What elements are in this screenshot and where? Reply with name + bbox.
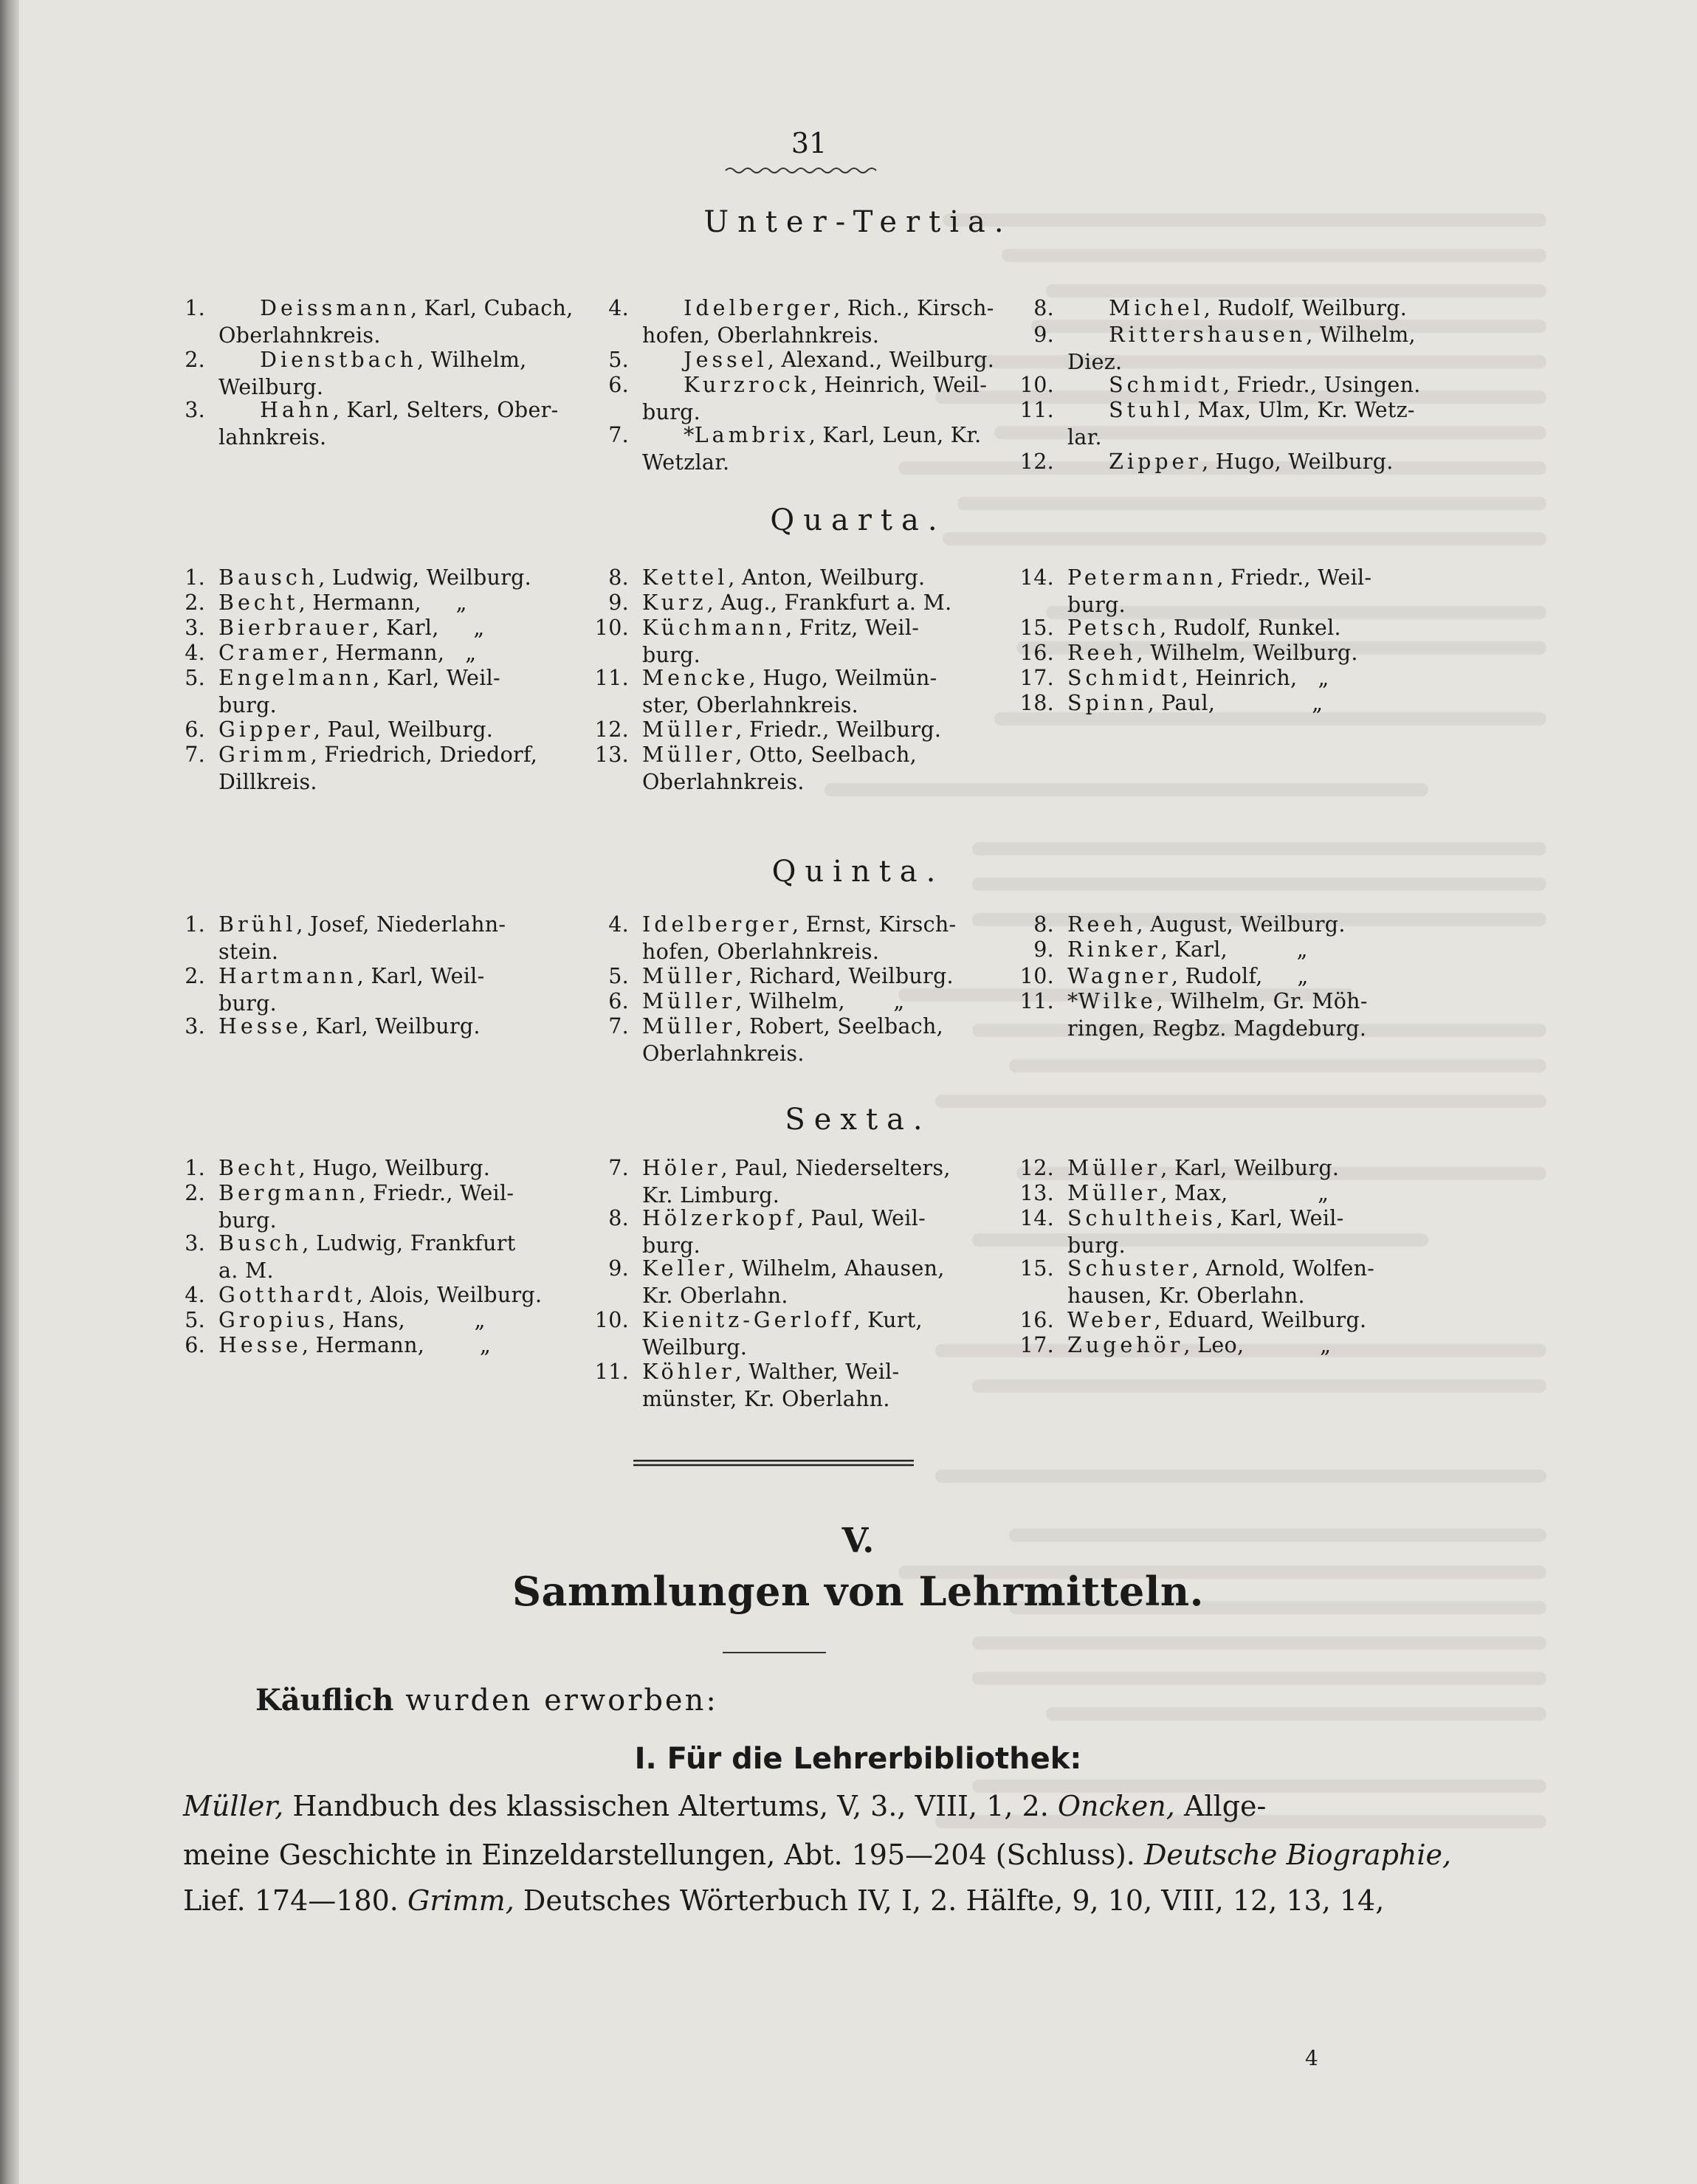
list-entry bbox=[185, 369, 559, 478]
entry-line: Schmidt, Friedr., Usingen. bbox=[1109, 373, 1421, 397]
book-spine-shadow bbox=[0, 0, 19, 2184]
paragraph-segment: Deutsche Biographie, bbox=[1143, 1839, 1452, 1871]
entry-line: Bergmann, Friedr., Weil- bbox=[218, 1181, 514, 1205]
entry-number: 1. bbox=[185, 296, 205, 320]
entry-line: Bausch, Ludwig, Weilburg. bbox=[218, 565, 532, 590]
entry-number: 8. bbox=[1033, 912, 1054, 937]
entry-number: 10. bbox=[1019, 964, 1054, 988]
entry-number: 17. bbox=[1019, 666, 1054, 690]
list-entry bbox=[608, 962, 954, 990]
list-entry bbox=[1019, 1255, 1375, 1309]
entry-number: 14. bbox=[1019, 565, 1054, 590]
entry-line: Becht, Hugo, Weilburg. bbox=[218, 1156, 491, 1180]
paragraph-line bbox=[183, 1785, 1416, 1828]
entry-line: Keller, Wilhelm, Ahausen, bbox=[642, 1256, 945, 1281]
entry-number: 10. bbox=[594, 616, 629, 640]
list-entry bbox=[608, 1013, 943, 1067]
list-entry bbox=[1019, 421, 1394, 503]
entry-line: Idelberger, Ernst, Kirsch- bbox=[642, 912, 957, 937]
section-title-quinta: Quinta. bbox=[771, 855, 945, 889]
entry-number: 13. bbox=[1019, 1181, 1054, 1205]
page-number: 31 bbox=[791, 127, 827, 159]
list-entry bbox=[608, 394, 982, 503]
entry-line: *Wilke, Wilhelm, Gr. Möh- bbox=[1067, 989, 1368, 1013]
list-entry bbox=[185, 614, 485, 641]
section-title-unter-tertia: Unter-Tertia. bbox=[703, 205, 1013, 239]
section-divider-ornament bbox=[633, 1457, 914, 1469]
entry-line: burg. bbox=[218, 991, 278, 1016]
list-entry bbox=[185, 1179, 514, 1234]
list-entry bbox=[608, 911, 957, 965]
paragraph-segment: meine Geschichte in Einzeldarstellungen, Abt. 195—204 (Schluss). bbox=[183, 1839, 1144, 1871]
list-entry bbox=[594, 716, 942, 743]
list-entry bbox=[1033, 911, 1346, 938]
acquisition-bold: Käuflich bbox=[255, 1683, 394, 1718]
entry-line: Cramer, Hermann, „ bbox=[218, 641, 477, 665]
entry-line: Dillkreis. bbox=[218, 770, 317, 794]
list-entry bbox=[594, 1358, 900, 1413]
entry-line: Dienstbach, Wilhelm, bbox=[260, 348, 527, 372]
list-entry bbox=[185, 1013, 481, 1040]
list-entry bbox=[608, 1205, 926, 1259]
entry-line: Weilburg. bbox=[642, 1335, 748, 1360]
paragraph-line bbox=[183, 1833, 1452, 1877]
document-page bbox=[19, 0, 1697, 2184]
entry-line: Müller, Karl, Weilburg. bbox=[1067, 1156, 1340, 1180]
entry-line: Müller, Friedr., Weilburg. bbox=[642, 717, 942, 742]
entry-line: burg. bbox=[1067, 593, 1126, 617]
entry-line: Diez. bbox=[1067, 350, 1123, 374]
entry-number: 6. bbox=[185, 1333, 205, 1357]
list-entry bbox=[185, 741, 538, 796]
entry-number: 1. bbox=[185, 565, 205, 590]
entry-line: Zipper, Hugo, Weilburg. bbox=[1109, 449, 1394, 474]
entry-line: Wagner, Rudolf, „ bbox=[1067, 964, 1309, 988]
list-entry bbox=[608, 1255, 945, 1309]
entry-number: 6. bbox=[608, 373, 629, 397]
entry-number: 12. bbox=[1019, 449, 1054, 474]
paragraph-segment: Müller, bbox=[183, 1790, 284, 1822]
entry-number: 3. bbox=[185, 1231, 205, 1255]
entry-number: 16. bbox=[1019, 1308, 1054, 1332]
entry-line: ringen, Regbz. Magdeburg. bbox=[1067, 1016, 1367, 1041]
entry-line: a. M. bbox=[218, 1258, 274, 1283]
entry-number: 2. bbox=[185, 964, 205, 988]
entry-line: Müller, Otto, Seelbach, bbox=[642, 743, 918, 767]
entry-line: Hölzerkopf, Paul, Weil- bbox=[642, 1206, 926, 1230]
entry-line: Weber, Eduard, Weilburg. bbox=[1067, 1308, 1367, 1332]
entry-line: hausen, Kr. Oberlahn. bbox=[1067, 1284, 1305, 1308]
entry-number: 5. bbox=[185, 1308, 205, 1332]
entry-line: Müller, Robert, Seelbach, bbox=[642, 1014, 943, 1038]
entry-number: 10. bbox=[1019, 373, 1054, 397]
entry-line: burg. bbox=[642, 400, 701, 424]
entry-line: Höler, Paul, Niederselters, bbox=[642, 1156, 951, 1180]
entry-line: Müller, Max, „ bbox=[1067, 1181, 1329, 1205]
entry-number: 4. bbox=[608, 912, 629, 937]
entry-line: Mencke, Hugo, Weilmün- bbox=[642, 666, 937, 690]
chapter-title: Sammlungen von Lehrmitteln. bbox=[512, 1568, 1204, 1615]
entry-line: Bierbrauer, Karl, „ bbox=[218, 616, 485, 640]
entry-number: 2. bbox=[185, 590, 205, 615]
entry-number: 4. bbox=[185, 641, 205, 665]
entry-number: 7. bbox=[185, 743, 205, 767]
list-entry bbox=[1019, 1179, 1329, 1207]
entry-line: Hahn, Karl, Selters, Ober- bbox=[260, 398, 559, 422]
entry-line: Brühl, Josef, Niederlahn- bbox=[218, 912, 506, 937]
list-entry bbox=[185, 589, 467, 616]
list-entry bbox=[1019, 1332, 1332, 1359]
entry-number: 9. bbox=[608, 1256, 629, 1281]
entry-line: Becht, Hermann, „ bbox=[218, 590, 467, 615]
entry-line: stein. bbox=[218, 940, 279, 964]
entry-line: Hesse, Karl, Weilburg. bbox=[218, 1014, 481, 1038]
entry-line: Petsch, Rudolf, Runkel. bbox=[1067, 616, 1341, 640]
list-entry bbox=[608, 1154, 951, 1209]
section-title-sexta: Sexta. bbox=[785, 1103, 932, 1137]
entry-number: 5. bbox=[608, 348, 629, 372]
paragraph-segment: Grimm, bbox=[407, 1884, 514, 1917]
entry-line: Hesse, Hermann, „ bbox=[218, 1333, 492, 1357]
entry-number: 11. bbox=[1019, 398, 1054, 422]
entry-line: Spinn, Paul, „ bbox=[1067, 691, 1323, 715]
entry-line: Zugehör, Leo, „ bbox=[1067, 1333, 1332, 1357]
entry-line: Rinker, Karl, „ bbox=[1067, 937, 1308, 962]
entry-line: Schmidt, Heinrich, „ bbox=[1067, 666, 1329, 690]
subsection-title: I. Für die Lehrerbibliothek: bbox=[634, 1742, 1082, 1776]
entry-number: 4. bbox=[185, 1283, 205, 1307]
list-entry bbox=[1019, 689, 1323, 717]
entry-line: burg. bbox=[218, 1208, 278, 1233]
title-rule bbox=[723, 1652, 826, 1653]
entry-line: Müller, Wilhelm, „ bbox=[642, 989, 905, 1013]
entry-number: 3. bbox=[185, 398, 205, 422]
acquisition-line bbox=[255, 1683, 718, 1718]
entry-number: 11. bbox=[594, 666, 629, 690]
entry-line: Kienitz-Gerloff, Kurt, bbox=[642, 1308, 923, 1332]
section-title-quarta: Quarta. bbox=[770, 503, 946, 537]
entry-number: 5. bbox=[608, 964, 629, 988]
list-entry bbox=[185, 1281, 543, 1309]
list-entry bbox=[1033, 936, 1308, 963]
entry-line: Gropius, Hans, „ bbox=[218, 1308, 486, 1332]
entry-line: hofen, Oberlahnkreis. bbox=[642, 323, 880, 348]
entry-number: 1. bbox=[185, 912, 205, 937]
entry-number: 8. bbox=[608, 1206, 629, 1230]
list-entry bbox=[185, 962, 485, 1017]
list-entry bbox=[1019, 1306, 1367, 1334]
list-entry bbox=[594, 741, 918, 796]
entry-line: Köhler, Walther, Weil- bbox=[642, 1360, 900, 1384]
entry-line: ster, Oberlahnkreis. bbox=[642, 693, 859, 717]
entry-number: 7. bbox=[608, 423, 629, 447]
entry-number: 12. bbox=[594, 717, 629, 742]
entry-number: 7. bbox=[608, 1014, 629, 1038]
entry-number: 11. bbox=[594, 1360, 629, 1384]
entry-line: Jessel, Alexand., Weilburg. bbox=[684, 348, 995, 372]
entry-line: Reeh, August, Weilburg. bbox=[1067, 912, 1346, 937]
entry-number: 2. bbox=[185, 1181, 205, 1205]
entry-number: 15. bbox=[1019, 1256, 1054, 1281]
entry-line: Müller, Richard, Weilburg. bbox=[642, 964, 954, 988]
entry-line: münster, Kr. Oberlahn. bbox=[642, 1387, 890, 1411]
entry-number: 4. bbox=[608, 296, 629, 320]
entry-line: Engelmann, Karl, Weil- bbox=[218, 666, 500, 690]
entry-line: Reeh, Wilhelm, Weilburg. bbox=[1067, 641, 1358, 665]
entry-number: 11. bbox=[1019, 989, 1054, 1013]
entry-line: burg. bbox=[642, 1233, 701, 1258]
entry-line: Michel, Rudolf, Weilburg. bbox=[1109, 296, 1408, 320]
list-entry bbox=[185, 1154, 491, 1182]
list-entry bbox=[185, 1332, 492, 1359]
entry-line: Petermann, Friedr., Weil- bbox=[1067, 565, 1372, 590]
entry-line: Kr. Limburg. bbox=[642, 1183, 780, 1208]
entry-line: hofen, Oberlahnkreis. bbox=[642, 940, 880, 964]
entry-number: 7. bbox=[608, 1156, 629, 1180]
list-entry bbox=[594, 1306, 923, 1361]
entry-number: 8. bbox=[608, 565, 629, 590]
entry-line: Busch, Ludwig, Frankfurt bbox=[218, 1231, 516, 1255]
entry-line: Kurz, Aug., Frankfurt a. M. bbox=[642, 590, 952, 615]
list-entry bbox=[185, 664, 500, 719]
entry-number: 16. bbox=[1019, 641, 1054, 665]
entry-line: Oberlahnkreis. bbox=[218, 323, 381, 348]
entry-line: Hartmann, Karl, Weil- bbox=[218, 964, 485, 988]
entry-line: Schuster, Arnold, Wolfen- bbox=[1067, 1256, 1375, 1281]
entry-line: *Lambrix, Karl, Leun, Kr. bbox=[684, 423, 982, 447]
list-entry bbox=[1019, 664, 1329, 692]
list-entry bbox=[185, 1306, 486, 1334]
entry-line: burg. bbox=[1067, 1233, 1126, 1258]
signature-mark: 4 bbox=[1305, 2046, 1318, 2070]
list-entry bbox=[608, 564, 926, 591]
list-entry bbox=[594, 614, 920, 669]
entry-number: 9. bbox=[1033, 937, 1054, 962]
entry-number: 3. bbox=[185, 616, 205, 640]
entry-number: 8. bbox=[1033, 296, 1054, 320]
list-entry bbox=[1019, 614, 1341, 641]
entry-line: Deissmann, Karl, Cubach, bbox=[260, 296, 574, 320]
list-entry bbox=[1019, 564, 1372, 619]
entry-line: Kr. Oberlahn. bbox=[642, 1284, 788, 1308]
entry-line: Schultheis, Karl, Weil- bbox=[1067, 1206, 1344, 1230]
entry-line: Grimm, Friedrich, Driedorf, bbox=[218, 743, 538, 767]
entry-line: Weilburg. bbox=[218, 375, 324, 399]
entry-line: Gotthardt, Alois, Weilburg. bbox=[218, 1283, 543, 1307]
entry-number: 12. bbox=[1019, 1156, 1054, 1180]
entry-line: Kurzrock, Heinrich, Weil- bbox=[684, 373, 988, 397]
paragraph-line bbox=[183, 1879, 1416, 1923]
list-entry bbox=[608, 589, 952, 616]
entry-number: 2. bbox=[185, 348, 205, 372]
entry-line: Idelberger, Rich., Kirsch- bbox=[684, 296, 994, 320]
entry-line: Oberlahnkreis. bbox=[642, 770, 805, 794]
entry-number: 9. bbox=[608, 590, 629, 615]
paragraph-segment: Deutsches Wörterbuch IV, I, 2. Hälfte, 9, 10, VIII, 12, 13, 14, bbox=[514, 1884, 1385, 1917]
entry-line: Kettel, Anton, Weilburg. bbox=[642, 565, 926, 590]
list-entry bbox=[185, 564, 532, 591]
entry-number: 17. bbox=[1019, 1333, 1054, 1357]
entry-line: Küchmann, Fritz, Weil- bbox=[642, 616, 920, 640]
list-entry bbox=[1019, 988, 1368, 1042]
entry-number: 18. bbox=[1019, 691, 1054, 715]
list-entry bbox=[1019, 962, 1309, 990]
entry-number: 6. bbox=[608, 989, 629, 1013]
page-number-ornament bbox=[724, 165, 879, 176]
entry-number: 5. bbox=[185, 666, 205, 690]
list-entry bbox=[594, 664, 937, 719]
paragraph-segment: Handbuch des klassischen Altertums, V, 3., VIII, 1, 2. bbox=[283, 1790, 1058, 1822]
list-entry bbox=[185, 639, 477, 666]
list-entry bbox=[185, 911, 506, 965]
entry-number: 14. bbox=[1019, 1206, 1054, 1230]
list-entry bbox=[1019, 1205, 1344, 1259]
entry-line: Rittershausen, Wilhelm, bbox=[1109, 323, 1416, 347]
chapter-numeral: V. bbox=[841, 1520, 875, 1560]
entry-number: 3. bbox=[185, 1014, 205, 1038]
entry-line: Stuhl, Max, Ulm, Kr. Wetz- bbox=[1109, 398, 1415, 422]
entry-line: lahnkreis. bbox=[218, 425, 327, 449]
list-entry bbox=[185, 1230, 516, 1284]
list-entry bbox=[185, 716, 494, 743]
list-entry bbox=[1019, 639, 1358, 666]
entry-line: burg. bbox=[642, 643, 701, 667]
entry-line: Wetzlar. bbox=[642, 450, 730, 475]
paragraph-segment: Lief. 174—180. bbox=[183, 1884, 407, 1917]
paragraph-segment: Allge- bbox=[1174, 1790, 1267, 1822]
entry-line: lar. bbox=[1067, 425, 1102, 449]
paragraph-segment: Oncken, bbox=[1057, 1790, 1175, 1822]
entry-number: 9. bbox=[1033, 323, 1054, 347]
entry-number: 1. bbox=[185, 1156, 205, 1180]
list-entry bbox=[1019, 1154, 1340, 1182]
acquisition-text: wurden erworben: bbox=[405, 1684, 718, 1718]
list-entry bbox=[608, 988, 905, 1015]
entry-number: 6. bbox=[185, 717, 205, 742]
entry-line: burg. bbox=[218, 693, 278, 717]
entry-number: 13. bbox=[594, 743, 629, 767]
entry-number: 10. bbox=[594, 1308, 629, 1332]
entry-line: Gipper, Paul, Weilburg. bbox=[218, 717, 494, 742]
entry-number: 15. bbox=[1019, 616, 1054, 640]
entry-line: Oberlahnkreis. bbox=[642, 1041, 805, 1066]
